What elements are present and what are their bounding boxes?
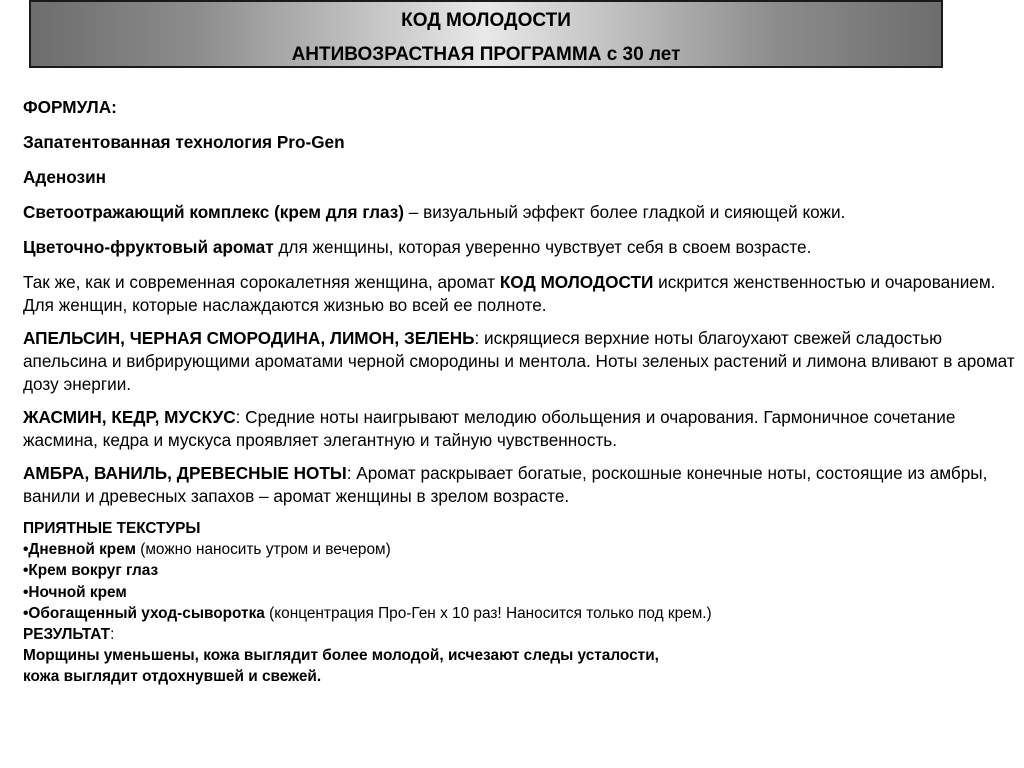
texture-serum-rest: (концентрация Про-Ген х 10 раз! Наносится только под крем.)	[264, 604, 712, 622]
title-banner	[29, 0, 943, 68]
aroma-paragraph	[23, 271, 1018, 317]
textures-section	[23, 518, 783, 688]
middle-notes-rest: : Средние ноты наигрывают мелодию обольщения и очарования. Гармоничное сочетание жасмина, кедра и мускуса проявляет элегантную и тайную чувственность.	[23, 407, 956, 450]
formula-item3-rest: – визуальный эффект более гладкой и сияющей кожи.	[404, 202, 846, 222]
document-body	[23, 96, 1018, 688]
texture-serum	[23, 603, 783, 624]
middle-notes-bold: ЖАСМИН, КЕДР, МУСКУС	[23, 407, 236, 427]
base-notes-rest: : Аромат раскрывает богатые, роскошные конечные ноты, состоящие из амбры, ванили и древесных запахов – аромат женщины в зрелом возрасте.	[23, 463, 988, 506]
formula-item-adenosine: Аденозин	[23, 167, 107, 187]
page-title: КОД МОЛОДОСТИ	[401, 10, 571, 31]
top-notes-bold: АПЕЛЬСИН, ЧЕРНАЯ СМОРОДИНА, ЛИМОН, ЗЕЛЕНЬ	[23, 328, 475, 348]
page-subtitle: АНТИВОЗРАСТНАЯ ПРОГРАММА с 30 лет	[291, 44, 681, 65]
formula-item-progen: Запатентованная технология Pro-Gen	[23, 132, 345, 152]
top-notes-paragraph	[23, 327, 1018, 396]
formula-item3-bold: Светоотражающий комплекс (крем для глаз)	[23, 202, 405, 222]
formula-heading: ФОРМУЛА:	[23, 97, 117, 117]
aroma-lead-bold: Цветочно-фруктовый аромат	[23, 237, 274, 257]
result-text-line1: Морщины уменьшены, кожа выглядит более молодой, исчезают следы усталости,	[23, 647, 659, 665]
aroma-lead-rest: для женщины, которая уверенно чувствует себя в своем возрасте.	[273, 237, 812, 257]
texture-night-cream: •Ночной крем	[23, 583, 127, 601]
aroma-para-start: Так же, как и современная сорокалетняя женщина, аромат	[23, 272, 500, 292]
top-notes-rest: : искрящиеся верхние ноты благоухают свежей сладостью апельсина и вибрирующими ароматами черной смородины и ментола. Ноты зеленых растений и лимона вливают в аромат дозу энергии.	[23, 328, 1015, 394]
aroma-para-end: искрится женственностью и очарованием. Для женщин, которые наслаждаются жизнью во всей ее полноте.	[23, 272, 996, 315]
texture-serum-bold: •Обогащенный уход-сыворотка	[23, 604, 265, 622]
result-heading	[23, 624, 783, 645]
base-notes-paragraph	[23, 462, 1018, 508]
result-heading-bold: РЕЗУЛЬТАТ	[23, 626, 111, 644]
texture-day-bold: •Дневной крем	[23, 541, 136, 559]
base-notes-bold: АМБРА, ВАНИЛЬ, ДРЕВЕСНЫЕ НОТЫ	[23, 463, 347, 483]
aroma-para-bold: КОД МОЛОДОСТИ	[499, 272, 654, 292]
middle-notes-paragraph	[23, 406, 1018, 452]
formula-item-light-complex	[23, 201, 1018, 224]
texture-day-cream	[23, 539, 783, 560]
textures-heading: ПРИЯТНЫЕ ТЕКСТУРЫ	[23, 520, 201, 537]
texture-eye-cream: •Крем вокруг глаз	[23, 562, 159, 580]
result-text-line2: кожа выглядит отдохнувшей и свежей.	[23, 668, 322, 686]
aroma-lead	[23, 236, 1018, 259]
result-heading-rest: :	[110, 626, 115, 644]
texture-day-rest: (можно наносить утром и вечером)	[135, 541, 391, 559]
